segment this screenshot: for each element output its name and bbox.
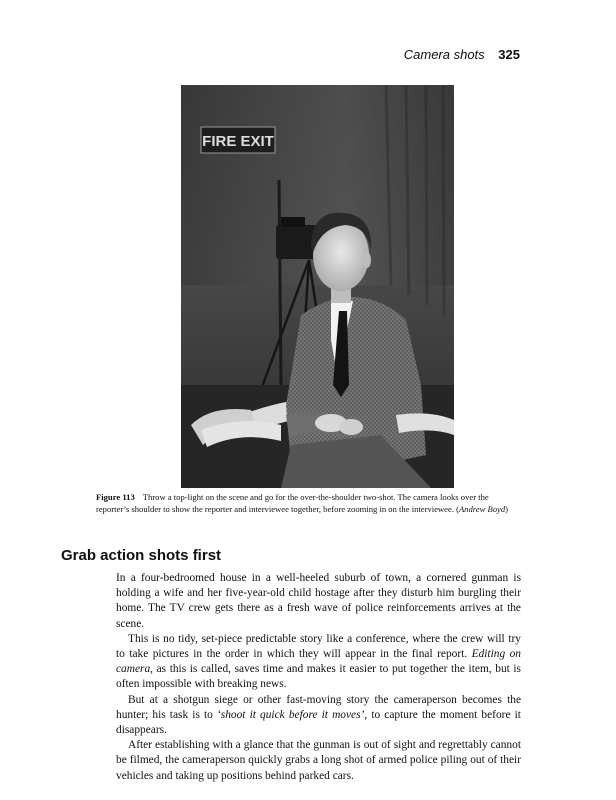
paragraph-3-part-a: But at a shotgun siege or other fast-moving story the cameraperson becomes the hunter; his task is to bbox=[116, 693, 521, 721]
body-text bbox=[116, 571, 521, 784]
paragraph-2-part-b: , as this is called, saves time and makes it easier to put together the item, but is often impossible with breaking news. bbox=[116, 663, 521, 691]
paragraph-1: In a four-bedroomed house in a well-heeled suburb of town, a cornered gunman is holding a wife and her five-year-old child hostage after they disturb him burgling their home. The TV crew gets there as a fresh wave of police reinforcements arrives at the scene. bbox=[116, 572, 521, 630]
running-head-title: Camera shots bbox=[403, 47, 485, 62]
figure-label: Figure 113 bbox=[96, 492, 135, 502]
paragraph-2-emphasis: Editing on camera bbox=[116, 648, 521, 676]
paragraph-3 bbox=[116, 693, 521, 739]
figure-photo bbox=[181, 85, 454, 488]
paragraph-3-part-b: , to capture the moment before it disappears. bbox=[116, 708, 521, 737]
section-heading: Grab action shots first bbox=[61, 547, 222, 564]
page-number: 325 bbox=[498, 47, 520, 62]
paragraph-2-part-a: This is no tidy, set-piece predictable story like a conference, where the crew will try to take pictures in the order in which they will appear in the final report. bbox=[116, 632, 521, 661]
figure-caption-text: Throw a top-light on the scene and go for the over-the-shoulder two-shot. The camera looks over the reporter’s shoulder to show the reporter and interviewee together, before zooming in on the interviewee. ( bbox=[96, 492, 489, 514]
paragraph-3-emphasis: ‘shoot it quick before it moves’ bbox=[216, 708, 365, 721]
figure-caption-end: ) bbox=[505, 503, 509, 514]
studio-interview-photo bbox=[181, 85, 454, 488]
paragraph-2 bbox=[116, 632, 521, 693]
paragraph-4: After establishing with a glance that the gunman is out of sight and regrettably cannot be filmed, the cameraperson quickly grabs a long shot of armed police piling out of their vehicles and taking up positions behind parked cars. bbox=[116, 739, 521, 782]
figure-credit: Andrew Boyd bbox=[458, 503, 506, 514]
running-head bbox=[404, 47, 520, 62]
figure-caption bbox=[96, 492, 521, 515]
fire-exit-sign-text: FIRE EXIT bbox=[202, 133, 274, 150]
